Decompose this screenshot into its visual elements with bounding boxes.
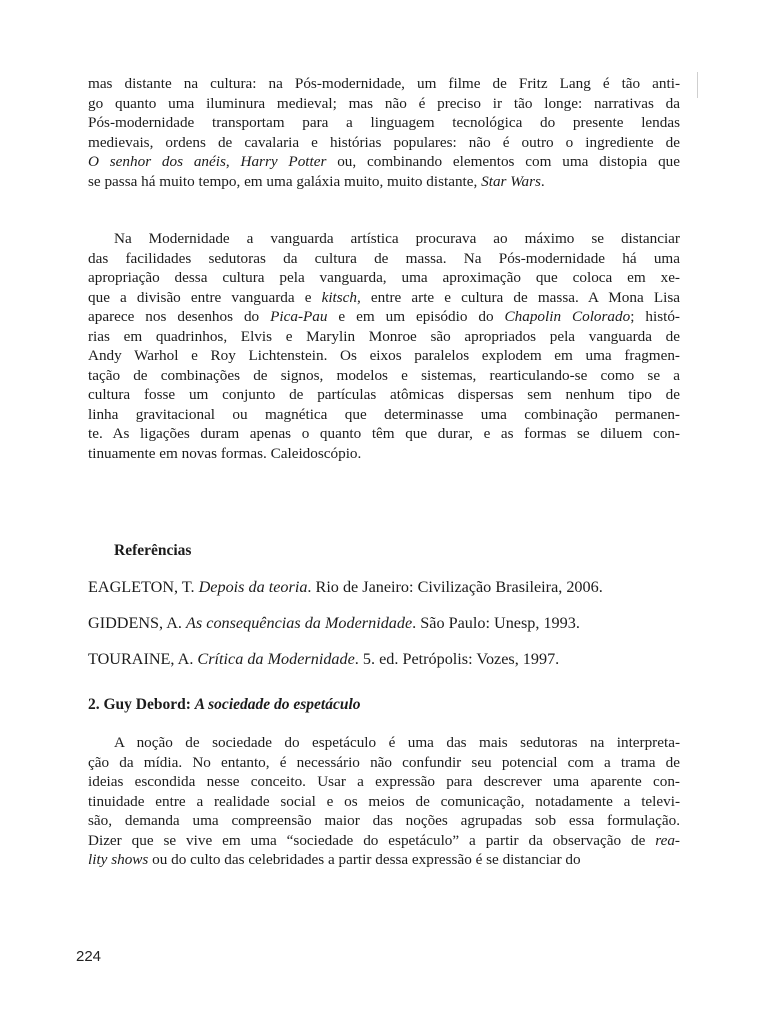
- text-line: se passa há muito tempo, em uma galáxia muito, muito distante, Star Wars.: [88, 172, 545, 190]
- text-line: Pós-modernidade transportam para a linguagem tecnológica do presente lendas: [88, 114, 680, 131]
- references-heading: Referências: [114, 542, 192, 559]
- paragraph-1: [88, 74, 680, 191]
- text-line: apropriação dessa cultura pela vanguarda, uma aproximação que coloca em xe-: [88, 269, 680, 286]
- paragraph-3: [88, 733, 680, 870]
- text-line: A noção de sociedade do espetáculo é uma das mais sedutoras na interpreta-: [114, 734, 680, 751]
- text-line: que a divisão entre vanguarda e kitsch, entre arte e cultura de massa. A Mona Lisa: [88, 288, 680, 306]
- section-title: 2. Guy Debord: A sociedade do espetáculo: [88, 696, 361, 713]
- reference-item-giddens: GIDDENS, A. As consequências da Modernidade. São Paulo: Unesp, 1993.: [88, 614, 580, 632]
- text-line: mas distante na cultura: na Pós-modernidade, um filme de Fritz Lang é tão anti-: [88, 75, 680, 92]
- paragraph-2: [88, 229, 680, 463]
- text-line: ideias escondida nesse conceito. Usar a expressão para descrever uma aparente con-: [88, 773, 680, 790]
- text-line: tinuamente em novas formas. Caleidoscópio.: [88, 444, 362, 462]
- text-line: tação de combinações de signos, modelos e sistemas, rearticulando-se como se a: [88, 366, 680, 384]
- reference-item-eagleton: EAGLETON, T. Depois da teoria. Rio de Janeiro: Civilização Brasileira, 2006.: [88, 578, 603, 596]
- reference-item-touraine: TOURAINE, A. Crítica da Modernidade. 5. ed. Petrópolis: Vozes, 1997.: [88, 650, 560, 668]
- text-line: te. As ligações duram apenas o quanto têm que durar, e as formas se diluem con-: [88, 425, 680, 442]
- text-line: Dizer que se vive em uma “sociedade do espetáculo” a partir da observação de rea-: [88, 831, 680, 849]
- text-line: linha gravitacional ou magnética que determinasse uma combinação permanen-: [88, 405, 680, 423]
- text-line: rias em quadrinhos, Elvis e Marylin Monroe são apropriados pela vanguarda de: [88, 327, 680, 345]
- page-edge-mark: [697, 72, 698, 98]
- text-line: lity shows ou do culto das celebridades a partir dessa expressão é se distanciar do: [88, 851, 581, 868]
- text-line: são, demanda uma compreensão maior das noções agrupadas sob essa formulação.: [88, 812, 680, 829]
- text-line: aparece nos desenhos do Pica-Pau e em um episódio do Chapolin Colorado; histó-: [88, 308, 680, 325]
- text-line: Na Modernidade a vanguarda artística procurava ao máximo se distanciar: [114, 230, 680, 247]
- text-line: go quanto uma iluminura medieval; mas não é preciso ir tão longe: narrativas da: [88, 94, 680, 112]
- text-line: Andy Warhol e Roy Lichtenstein. Os eixos paralelos explodem em uma fragmen-: [88, 347, 680, 364]
- text-line: ção da mídia. No entanto, é necessário não confundir seu potencial com a trama de: [88, 753, 680, 771]
- text-line: cultura fosse um conjunto de partículas atômicas dispersas sem nenhum tipo de: [88, 386, 680, 403]
- page-number: 224: [76, 948, 102, 965]
- text-line: medievais, ordens de cavalaria e histórias populares: não é outro o ingrediente de: [88, 133, 680, 151]
- text-line: das facilidades sedutoras da cultura de massa. Na Pós-modernidade há uma: [88, 249, 680, 267]
- text-line: tinuidade entre a realidade social e os meios de comunicação, notadamente a televi-: [88, 792, 680, 810]
- text-line: O senhor dos anéis, Harry Potter ou, combinando elementos com uma distopia que: [88, 153, 681, 170]
